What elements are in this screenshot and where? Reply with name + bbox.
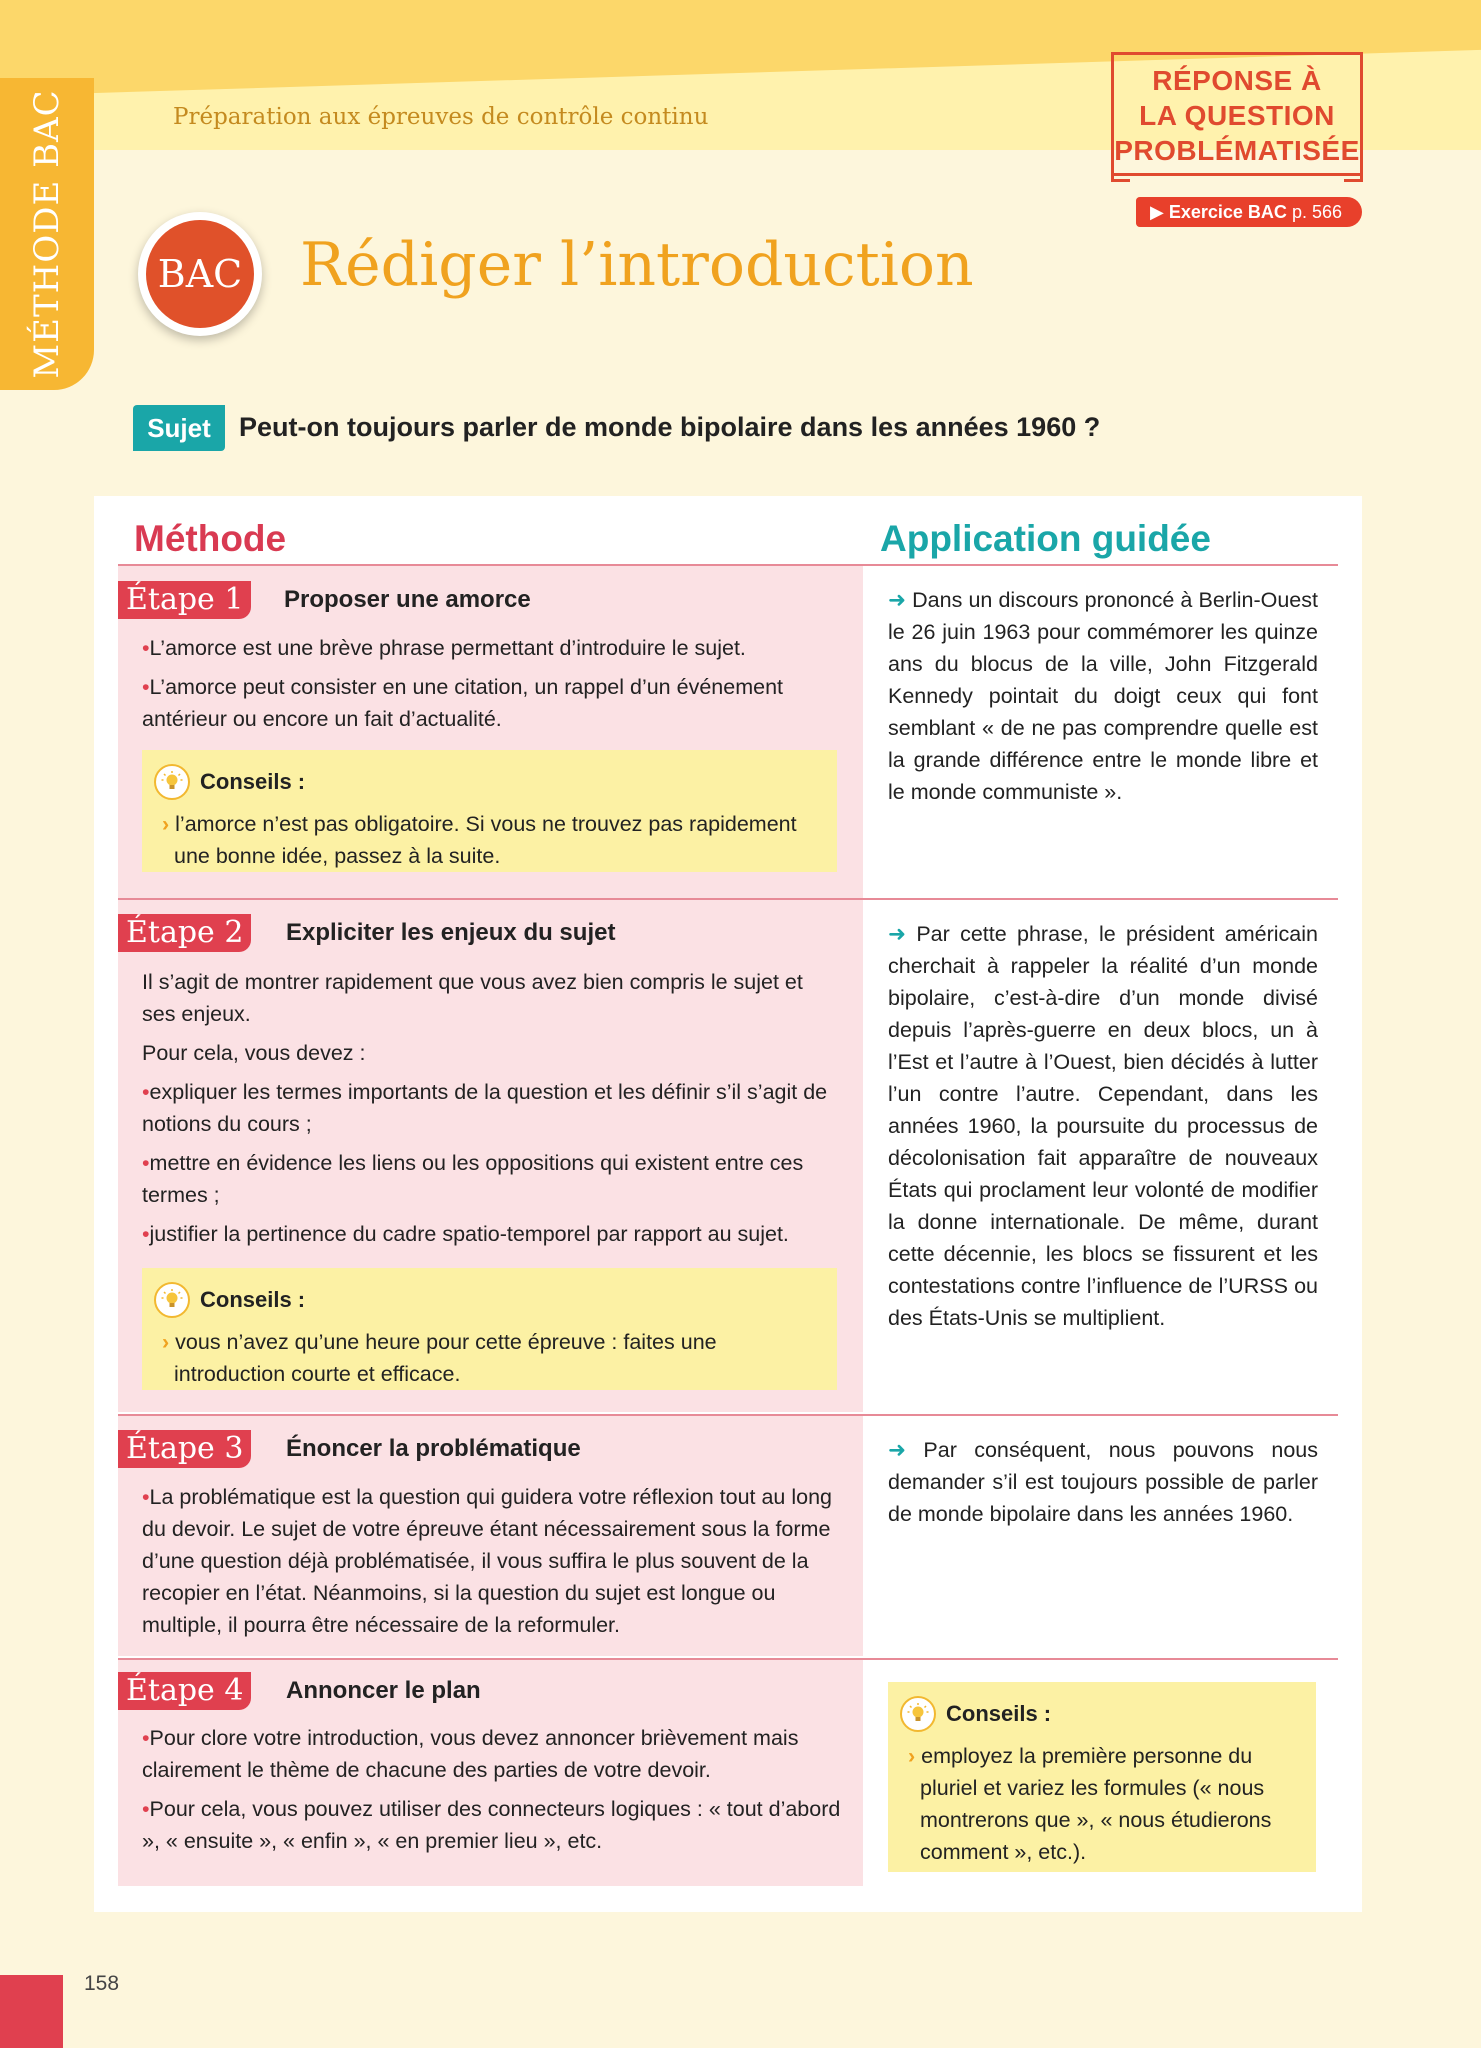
etape-3-application-text: Par conséquent, nous pouvons nous demander s’il est toujours possible de parler de monde bipolaire dans les années 1960. xyxy=(888,1438,1318,1526)
application-heading: Application guidée xyxy=(880,518,1211,559)
etape-2-title: Expliciter les enjeux du sujet xyxy=(286,919,616,946)
etape-2-intro-2: Pour cela, vous devez : xyxy=(142,1041,366,1065)
exercise-label: Exercice BAC xyxy=(1168,202,1287,222)
lightbulb-icon xyxy=(154,764,190,800)
etape-4-text xyxy=(142,1722,842,1864)
bullet-icon: • xyxy=(142,675,150,699)
etape-1-application-text: Dans un discours prononcé à Berlin-Ouest le 26 juin 1963 pour commémorer les quinze ans du blocus de la ville, John Fitzgerald Kennedy pointait du doigt ceux qui font semblant « de ne pas comprendre quelle est la grande différence entre le monde libre et le monde communiste ». xyxy=(888,588,1318,804)
etape-1-tag: Étape 1 xyxy=(118,581,251,619)
etape-3-text xyxy=(142,1481,842,1648)
etape-1-para-1: L’amorce est une brève phrase permettant d’introduire le sujet. xyxy=(149,636,746,660)
sujet-question: Peut-on toujours parler de monde bipolaire dans les années 1960 ? xyxy=(239,412,1101,442)
arrow-right-icon: ➜ xyxy=(888,588,907,612)
lightbulb-icon xyxy=(154,1282,190,1318)
bullet-icon: • xyxy=(142,1485,150,1509)
bullet-icon: • xyxy=(142,1151,150,1175)
etape-3-tag: Étape 3 xyxy=(118,1430,251,1468)
etape-1-title: Proposer une amorce xyxy=(284,586,531,613)
etape-4-conseil xyxy=(888,1682,1316,1872)
sujet-tag: Sujet xyxy=(133,405,225,451)
lightbulb-icon xyxy=(900,1696,936,1732)
badge-line-2: LA QUESTION xyxy=(1139,100,1335,131)
etape-1-conseil-text: l’amorce n’est pas obligatoire. Si vous ne trouvez pas rapidement une bonne idée, passez à la suite. xyxy=(174,812,797,868)
etape-1-text xyxy=(142,632,842,742)
question-type-badge xyxy=(1113,52,1361,176)
page-title: Rédiger l’introduction xyxy=(300,230,974,300)
page-number: 158 xyxy=(84,1972,120,1995)
etape-4-para-2: Pour cela, vous pouvez utiliser des connecteurs logiques : « tout d’abord », « ensuite », « enfin », « en premier lieu », etc. xyxy=(142,1797,841,1853)
etape-2-para-2: mettre en évidence les liens ou les oppositions qui existent entre ces termes ; xyxy=(142,1151,804,1207)
bac-logo-text: BAC xyxy=(146,220,254,328)
etape-4-para-1: Pour clore votre introduction, vous devez annoncer brièvement mais clairement le thème de chacune des parties de votre devoir. xyxy=(142,1726,799,1782)
play-icon: ▶ xyxy=(1150,202,1164,222)
bullet-icon: • xyxy=(142,1222,150,1246)
bullet-icon: • xyxy=(142,1080,150,1104)
etape-2-application-text: Par cette phrase, le président américain cherchait à rappeler la réalité d’un monde bipolaire, c’est-à-dire d’un monde divisé depuis l’après-guerre en deux blocs, un à l’Est et l’autre à l’Ouest, bien décidés à lutter l’un contre l’autre. Cependant, dans les années 1960, la poursuite du processus de décolonisation fait apparaître de nouveaux États qui proclament leur volonté de modifier la donne internationale. De même, durant cette décennie, les blocs se fissurent et les contestations contre l’influence de l’URSS ou des États-Unis se multiplient. xyxy=(888,922,1318,1330)
etape-2-para-3: justifier la pertinence du cadre spatio-temporel par rapport au sujet. xyxy=(149,1222,789,1246)
chevron-right-icon: › xyxy=(162,812,170,836)
exercise-link[interactable] xyxy=(1136,197,1362,227)
chevron-right-icon: › xyxy=(162,1330,170,1354)
etape-1-conseil xyxy=(142,750,837,872)
page-subtitle: Préparation aux épreuves de contrôle continu xyxy=(173,104,709,130)
etape-4-title: Annoncer le plan xyxy=(286,1677,481,1704)
side-tab-label: MÉTHODE BAC xyxy=(27,89,67,379)
conseil-label: Conseils : xyxy=(200,1287,306,1312)
conseil-label: Conseils : xyxy=(946,1701,1052,1726)
arrow-right-icon: ➜ xyxy=(888,922,907,946)
conseil-label: Conseils : xyxy=(200,769,306,794)
etape-3-title: Énoncer la problématique xyxy=(286,1435,581,1462)
etape-2-intro-1: Il s’agit de montrer rapidement que vous avez bien compris le sujet et ses enjeux. xyxy=(142,970,803,1026)
etape-2-conseil xyxy=(142,1268,837,1390)
etape-3-application xyxy=(888,1434,1318,1530)
etape-2-para-1: expliquer les termes importants de la question et les définir s’il s’agit de notions du cours ; xyxy=(142,1080,828,1136)
bullet-icon: • xyxy=(142,1726,150,1750)
etape-2-application xyxy=(888,918,1318,1334)
badge-line-3: PROBLÉMATISÉE xyxy=(1114,135,1360,166)
etape-2-text xyxy=(142,966,842,1257)
exercise-page: p. 566 xyxy=(1291,202,1342,222)
bullet-icon: • xyxy=(142,636,150,660)
arrow-right-icon: ➜ xyxy=(888,1438,907,1462)
chevron-right-icon: › xyxy=(908,1744,916,1768)
page-number-bar xyxy=(0,1975,63,2048)
etape-4-conseil-text: employez la première personne du pluriel et variez les formules (« nous montrerons que », « nous étudierons comment », etc.). xyxy=(920,1744,1272,1864)
method-panel xyxy=(94,496,1362,1912)
etape-2-conseil-text: vous n’avez qu’une heure pour cette épreuve : faites une introduction courte et efficace. xyxy=(174,1330,717,1386)
bac-logo xyxy=(138,212,262,336)
etape-4-tag: Étape 4 xyxy=(118,1672,251,1710)
etape-3-para-1: La problématique est la question qui guidera votre réflexion tout au long du devoir. Le sujet de votre épreuve étant nécessairement sous la forme d’une question déjà problématisée, il vous suffira le plus souvent de la recopier en l’état. Néanmoins, si la question du sujet est longue ou multiple, il pourra être nécessaire de la reformuler. xyxy=(142,1485,833,1637)
methode-heading: Méthode xyxy=(134,518,287,559)
etape-1-para-2: L’amorce peut consister en une citation, un rappel d’un événement antérieur ou encore un fait d’actualité. xyxy=(142,675,783,731)
etape-2-tag: Étape 2 xyxy=(118,914,251,952)
badge-line-1: RÉPONSE À xyxy=(1152,65,1322,96)
etape-1-application xyxy=(888,584,1318,808)
bullet-icon: • xyxy=(142,1797,150,1821)
